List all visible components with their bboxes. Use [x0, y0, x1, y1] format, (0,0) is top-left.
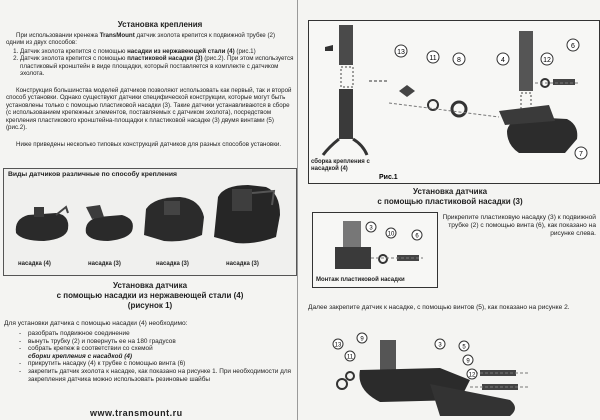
inset-title: Монтаж пластиковой насадки [316, 277, 405, 283]
mount-method-item: 1. Датчик эхолота крепится с помощью насадки из нержавеющей стали (4) (рис.1) [20, 48, 302, 55]
svg-text:9: 9 [466, 358, 470, 365]
svg-text:5: 5 [462, 344, 466, 351]
sensor-3-image [144, 197, 204, 241]
sensor-types-title: Виды датчиков различные по способу крепления [8, 171, 177, 178]
section1-note: Ниже приведены несколько типовых конструкций датчиков для разных способов установки. [16, 141, 282, 148]
install-step: - собрать крепеж в соответствии со схемой сборки крепления с насадкой (4) [28, 345, 298, 360]
sensor-2-image [86, 205, 133, 241]
svg-text:11: 11 [346, 354, 354, 361]
install-step: - вынуть трубку (2) и повернуть ее на 180 градусов [28, 338, 298, 346]
sensor-types-box [3, 168, 297, 276]
figure-2-drawing [320, 330, 590, 420]
svg-text:11: 11 [429, 55, 437, 62]
assembly-caption: сборка крепления с насадкой (4) [311, 159, 370, 172]
svg-text:7: 7 [579, 151, 583, 158]
install-step: - закрепить датчик эхолота к насадке, как показано на рисунке 1. При необходимости для закрепления датчика можно использовать резиновые шайбы [28, 368, 298, 383]
fig1-callout [453, 53, 465, 65]
fig1-callout [541, 53, 553, 65]
svg-text:10: 10 [387, 231, 395, 238]
svg-text:9: 9 [360, 336, 364, 343]
sensor-caption: насадка (4) [18, 261, 51, 267]
mount-methods-list [8, 48, 302, 78]
section2-title: Установка датчика с помощью насадки из нержавеющей стали (4) (рисунок 1) [56, 281, 244, 310]
section1-intro: При использовании кренежа TransMount датчик эхолота крепится к подвижной трубке (2) одним из двух способов: [6, 32, 276, 47]
svg-text:13: 13 [397, 49, 405, 56]
fig1-callout [575, 147, 587, 159]
fig2-callout [463, 355, 473, 365]
svg-text:3: 3 [438, 342, 442, 349]
sensor-1-image [16, 207, 69, 241]
fig2-callout [333, 339, 343, 349]
inset-callout [386, 228, 396, 238]
figure-1-label: Рис.1 [379, 174, 398, 181]
column-divider [297, 0, 298, 420]
svg-text:4: 4 [501, 57, 505, 64]
fig1-callout [395, 45, 407, 57]
plastic-mount-drawing [313, 213, 437, 277]
install-step: - разобрать подвижное соединение [28, 330, 298, 338]
svg-text:6: 6 [571, 43, 575, 50]
fig2-callout [357, 333, 367, 343]
section1-paragraph: Конструкция большинства моделей датчиков позволяют использовать как первый, так и второй способ установки. Однако существуют датчики специфической конструкции, которые могут быть установлены только с помощью пластиковой насадки (3). Такие датчики устанавливаются в сборе (с использованием крепежных элементов, поставляемых с датчиком эхолота), посредством крепления пластикового кронштейна-площадки к пластиковой насадке (3) двумя винтами (5) (рис.2). [6, 87, 292, 132]
section2-lead: Для установки датчика с помощью насадки (4) необходимо: [4, 320, 188, 327]
inset-callout [412, 230, 422, 240]
fig2-callout [345, 351, 355, 361]
svg-text:6: 6 [415, 233, 419, 240]
fig1-callout [427, 51, 439, 63]
sensor-caption: насадка (3) [226, 261, 259, 267]
footer-url: www.transmount.ru [90, 408, 183, 418]
figure-1-frame [308, 20, 600, 184]
inset-callout [366, 222, 376, 232]
svg-text:12: 12 [468, 372, 476, 379]
install-step: - прикрутить насадку (4) к трубке с помощью винта (6) [28, 360, 298, 368]
sensor-4-image [214, 185, 280, 243]
fig1-callout [567, 39, 579, 51]
section3-text: Прикрепите пластиковую насадку (3) к подвижной трубке (2) с помощью винта (6), как показано на рисунке слева. [442, 214, 596, 237]
sensor-types-illustration [4, 179, 296, 263]
sensor-caption: насадка (3) [156, 261, 189, 267]
svg-text:13: 13 [334, 342, 342, 349]
mount-method-item: 2. Датчик эхолота крепится с помощью пластиковой насадки (3) (рис.2). При этом используется пластиковый кронштейн в виде площадки, который поставляется в комплекте с датчиком эхолота. [20, 55, 302, 77]
fig2-callout [467, 369, 477, 379]
fig2-callout [435, 339, 445, 349]
fig2-callout [459, 341, 469, 351]
fig1-callout [497, 53, 509, 65]
install-steps-list [18, 330, 298, 383]
svg-text:3: 3 [369, 225, 373, 232]
section4-text: Далее закрепите датчик к насадке, с помощью винтов (5), как показано на рисунке 2. [308, 304, 570, 311]
section3-title: Установка датчика с помощью пластиковой насадки (3) [377, 187, 523, 206]
svg-text:8: 8 [457, 57, 461, 64]
svg-text:12: 12 [543, 57, 551, 64]
section1-title: Установка крепления [117, 20, 203, 29]
plastic-mount-inset [312, 212, 438, 288]
sensor-caption: насадка (3) [88, 261, 121, 267]
